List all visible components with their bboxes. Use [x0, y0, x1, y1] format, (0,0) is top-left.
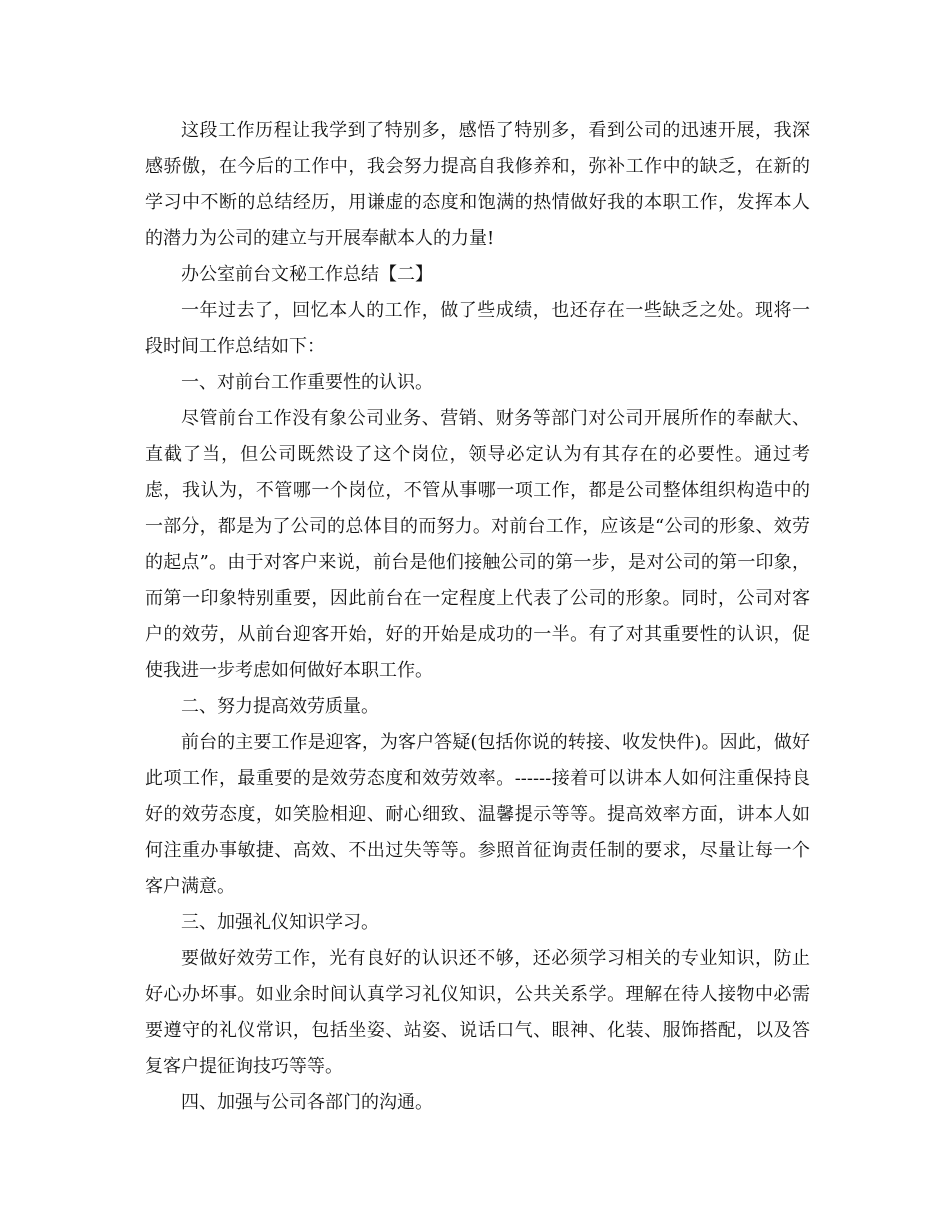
document-body — [145, 113, 810, 1121]
heading-point-four: 四、加强与公司各部门的沟通。 — [181, 1092, 433, 1113]
paragraph-point-two: 前台的主要工作是迎客，为客户答疑(包括你说的转接、收发快件)。因此，做好此项工作，最重要的是效劳态度和效劳效率。------接着可以讲本人如何注重保持良好的效劳态度，如笑脸相迎、耐心细致、温馨提示等等。提高效率方面，讲本人如何注重办事敏捷、高效、不出过失等等。参照首征询责任制的要求，尽量让每一个客户满意。 — [145, 732, 810, 897]
heading-point-two: 二、努力提高效劳质量。 — [181, 696, 379, 717]
paragraph-closing-reflection: 这段工作历程让我学到了特别多，感悟了特别多，看到公司的迅速开展，我深感骄傲，在今后的工作中，我会努力提高自我修养和，弥补工作中的缺乏，在新的学习中不断的总结经历，用谦虚的态度和饱满的热情做好我的本职工作，发挥本人的潜力为公司的建立与开展奉献本人的力量! — [145, 120, 810, 249]
paragraph-intro: 一年过去了，回忆本人的工作，做了些成绩，也还存在一些缺乏之处。现将一段时间工作总结如下： — [145, 300, 810, 357]
heading-point-three: 三、加强礼仪知识学习。 — [181, 912, 379, 933]
paragraph-point-three: 要做好效劳工作，光有良好的认识还不够，还必须学习相关的专业知识，防止好心办坏事。如业余时间认真学习礼仪知识，公共关系学。理解在待人接物中必需要遵守的礼仪常识，包括坐姿、站姿、说话口气、眼神、化装、服饰搭配，以及答复客户提征询技巧等等。 — [145, 948, 810, 1077]
section-title-summary-two: 办公室前台文秘工作总结【二】 — [181, 264, 433, 285]
paragraph-point-one: 尽管前台工作没有象公司业务、营销、财务等部门对公司开展所作的奉献大、直截了当，但公司既然设了这个岗位，领导必定认为有其存在的必要性。通过考虑，我认为，不管哪一个岗位，不管从事哪一项工作，都是公司整体组织构造中的一部分，都是为了公司的总体目的而努力。对前台工作，应该是“公司的形象、效劳的起点”。由于对客户来说，前台是他们接触公司的第一步，是对公司的第一印象，而第一印象特别重要，因此前台在一定程度上代表了公司的形象。同时，公司对客户的效劳，从前台迎客开始，好的开始是成功的一半。有了对其重要性的认识，促使我进一步考虑如何做好本职工作。 — [145, 408, 810, 681]
heading-point-one: 一、对前台工作重要性的认识。 — [181, 372, 433, 393]
